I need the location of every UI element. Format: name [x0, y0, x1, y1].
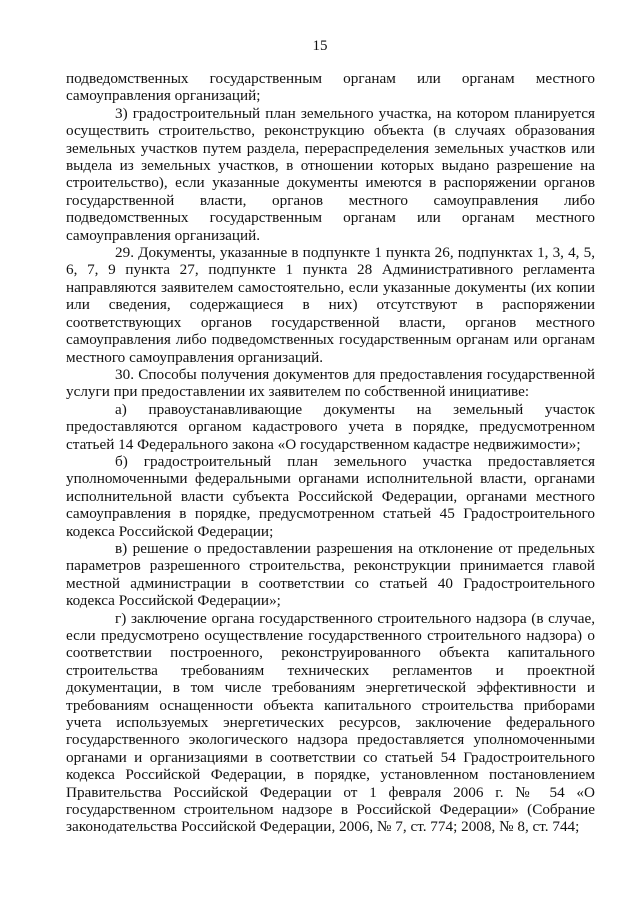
- paragraph-30-v: в) решение о предоставлении разрешения на отклонение от предельных параметров разрешенного строительства, реконструкции принимается главой местной администрации в соответствии со статьей 40 Градостроительного кодекса Российской Федерации»;: [66, 539, 595, 610]
- paragraph-30-b: б) градостроительный план земельного участка предоставляется уполномоченными федеральными органами исполнительной власти, органами исполнительной власти субъекта Российской Федерации, органами местного самоуправления в порядке, предусмотренном статьей 45 Градостроительного кодекса Российской Федерации;: [66, 452, 595, 540]
- paragraph-continuation: подведомственных государственным органам или органам местного самоуправления организаций;: [66, 70, 595, 105]
- paragraph-30-a: а) правоустанавливающие документы на земельный участок предоставляются органом кадастрового учета в порядке, предусмотренном статьей 14 Федерального закона «О государственном кадастре недвижимости»;: [66, 400, 595, 453]
- paragraph-item-3: 3) градостроительный план земельного участка, на котором планируется осуществить строительство, реконструкцию объекта (в случаях образования земельных участков путем раздела, перераспределения земельных участков или выдела из земельных участков, в отношении которых выдано разрешение на строительство), если указанные документы имеются в распоряжении органов государственной власти, органов местного самоуправления либо подведомственных государственным органам или органам местного самоуправления организаций.: [66, 104, 595, 244]
- page-number: 15: [312, 38, 328, 54]
- paragraph-30: 30. Способы получения документов для предоставления государственной услуги при предоставлении их заявителем по собственной инициативе:: [66, 365, 595, 401]
- document-body: [66, 70, 595, 836]
- paragraph-30-g: г) заключение органа государственного строительного надзора (в случае, если предусмотрено осуществление государственного строительного надзора) о соответствии построенного, реконструированного объекта капитального строительства требованиям технических регламентов и проектной документации, в том числе требованиям энергетической эффективности и требованиям оснащенности объекта капитального строительства приборами учета используемых энергетических ресурсов, заключение федерального государственного экологического надзора предоставляется уполномоченными органами и организациями в соответствии со статьей 54 Градостроительного кодекса Российской Федерации, в порядке, установленном постановлением Правительства Российской Федерации от 1 февраля 2006 г. № 54 «О государственном строительном надзоре в Российской Федерации» (Собрание законодательства Российской Федерации, 2006, № 7, ст. 774; 2008, № 8, ст. 744;: [66, 609, 595, 836]
- paragraph-29: 29. Документы, указанные в подпункте 1 пункта 26, подпунктах 1, 3, 4, 5, 6, 7, 9 пункта 27, подпункте 1 пункта 28 Административного регламента направляются заявителем самостоятельно, если указанные документы (их копии или сведения, содержащиеся в них) отсутствуют в распоряжении соответствующих органов государственной власти, органов местного самоуправления либо подведомственных государственным органам или органам местного самоуправления организаций.: [66, 244, 595, 366]
